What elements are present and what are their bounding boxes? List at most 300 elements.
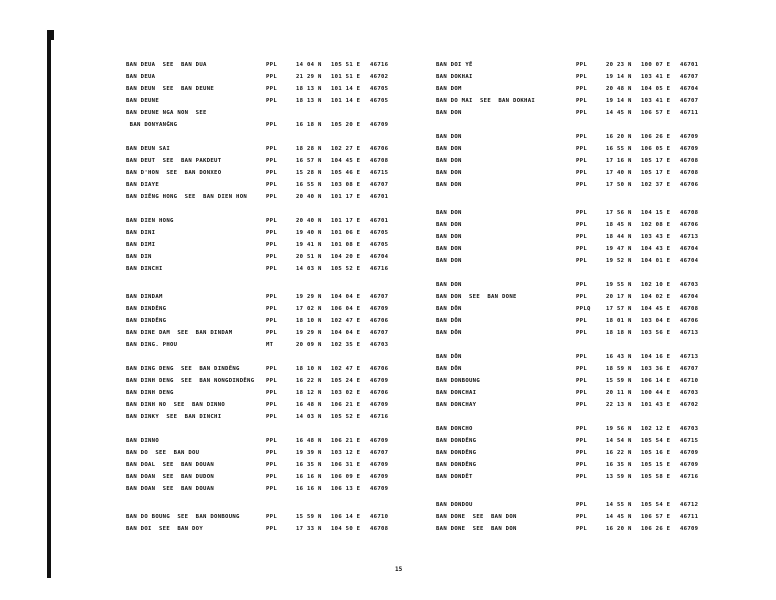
- sheet-code: 46704: [370, 254, 389, 260]
- feature-type: PPL: [576, 210, 588, 216]
- feature-type: PPL: [576, 110, 588, 116]
- place-name: BAN DON: [436, 134, 462, 140]
- sheet-code: 46716: [370, 414, 389, 420]
- latitude: 14 04 N: [296, 62, 322, 68]
- feature-type: PPL: [266, 474, 278, 480]
- feature-type: PPL: [266, 450, 278, 456]
- feature-type: PPL: [576, 222, 588, 228]
- place-name: BAN DOI SEE BAN DOY: [126, 526, 204, 532]
- sheet-code: 46707: [370, 182, 389, 188]
- latitude: 19 52 N: [606, 258, 632, 264]
- feature-type: PPL: [576, 246, 588, 252]
- feature-type: MT: [266, 342, 274, 348]
- place-name: BAN DON: [436, 110, 462, 116]
- sheet-code: 46703: [680, 282, 699, 288]
- feature-type: PPL: [576, 402, 588, 408]
- place-name: BAN DONE SEE BAN DON: [436, 526, 517, 532]
- place-name: BAN DINE DAM SEE BAN DINDAM: [126, 330, 233, 336]
- longitude: 105 15 E: [641, 462, 671, 468]
- longitude: 104 16 E: [641, 354, 671, 360]
- longitude: 106 14 E: [641, 378, 671, 384]
- longitude: 104 04 E: [331, 294, 361, 300]
- latitude: 16 48 N: [296, 438, 322, 444]
- binding-edge: [47, 30, 51, 578]
- latitude: 18 10 N: [296, 318, 322, 324]
- place-name: BAN DINI: [126, 230, 156, 236]
- longitude: 103 12 E: [331, 450, 361, 456]
- sheet-code: 46715: [680, 438, 699, 444]
- longitude: 106 57 E: [641, 514, 671, 520]
- place-name: BAN DING DENG SEE BAN DINDÊNG: [126, 366, 240, 372]
- latitude: 16 20 N: [606, 134, 632, 140]
- latitude: 16 57 N: [296, 158, 322, 164]
- sheet-code: 46709: [370, 438, 389, 444]
- longitude: 101 08 E: [331, 242, 361, 248]
- longitude: 101 17 E: [331, 218, 361, 224]
- place-name: BAN DONBOUNG: [436, 378, 481, 384]
- latitude: 16 55 N: [606, 146, 632, 152]
- sheet-code: 46709: [680, 526, 699, 532]
- feature-type: PPL: [576, 354, 588, 360]
- place-name: BAN DIMI: [126, 242, 156, 248]
- latitude: 16 55 N: [296, 182, 322, 188]
- place-name: BAN DON: [436, 146, 462, 152]
- place-name: BAN DO MAI SEE BAN DOKHAI: [436, 98, 536, 104]
- feature-type: PPL: [576, 98, 588, 104]
- latitude: 19 29 N: [296, 294, 322, 300]
- sheet-code: 46703: [680, 390, 699, 396]
- latitude: 16 22 N: [606, 450, 632, 456]
- sheet-code: 46709: [370, 306, 389, 312]
- latitude: 20 40 N: [296, 218, 322, 224]
- feature-type: PPL: [576, 134, 588, 140]
- latitude: 19 41 N: [296, 242, 322, 248]
- sheet-code: 46708: [680, 306, 699, 312]
- place-name: BAN DONDÊNG: [436, 462, 477, 468]
- sheet-code: 46710: [680, 378, 699, 384]
- sheet-code: 46711: [680, 110, 699, 116]
- place-name: BAN DO BOUNG SEE BAN DONBOUNG: [126, 514, 240, 520]
- feature-type: PPL: [576, 390, 588, 396]
- place-name: BAN DOKHAI: [436, 74, 473, 80]
- latitude: 20 48 N: [606, 86, 632, 92]
- place-name: BAN DÔN: [436, 306, 462, 312]
- longitude: 106 21 E: [331, 402, 361, 408]
- sheet-code: 46701: [370, 218, 389, 224]
- feature-type: PPL: [266, 182, 278, 188]
- longitude: 101 06 E: [331, 230, 361, 236]
- feature-type: PPL: [266, 170, 278, 176]
- feature-type: PPL: [266, 402, 278, 408]
- latitude: 13 59 N: [606, 474, 632, 480]
- latitude: 20 51 N: [296, 254, 322, 260]
- feature-type: PPL: [266, 242, 278, 248]
- sheet-code: 46709: [680, 146, 699, 152]
- latitude: 16 35 N: [296, 462, 322, 468]
- longitude: 104 05 E: [641, 86, 671, 92]
- longitude: 105 58 E: [641, 474, 671, 480]
- longitude: 106 05 E: [641, 146, 671, 152]
- feature-type: PPL: [576, 170, 588, 176]
- sheet-code: 46703: [370, 342, 389, 348]
- sheet-code: 46711: [680, 514, 699, 520]
- longitude: 105 54 E: [641, 502, 671, 508]
- longitude: 105 16 E: [641, 450, 671, 456]
- place-name: BAN DINDÊNG: [126, 318, 167, 324]
- sheet-code: 46716: [680, 474, 699, 480]
- latitude: 17 57 N: [606, 306, 632, 312]
- longitude: 104 02 E: [641, 294, 671, 300]
- sheet-code: 46708: [680, 170, 699, 176]
- longitude: 106 04 E: [331, 306, 361, 312]
- feature-type: PPL: [576, 450, 588, 456]
- longitude: 104 20 E: [331, 254, 361, 260]
- latitude: 14 54 N: [606, 438, 632, 444]
- longitude: 105 51 E: [331, 62, 361, 68]
- sheet-code: 46709: [370, 378, 389, 384]
- place-name: BAN DOAN SEE BAN DOUAN: [126, 486, 215, 492]
- latitude: 14 45 N: [606, 514, 632, 520]
- longitude: 104 45 E: [331, 158, 361, 164]
- longitude: 101 51 E: [331, 74, 361, 80]
- feature-type: PPL: [266, 318, 278, 324]
- place-name: BAN DONCHAY: [436, 402, 477, 408]
- sheet-code: 46701: [370, 194, 389, 200]
- sheet-code: 46708: [680, 158, 699, 164]
- latitude: 17 56 N: [606, 210, 632, 216]
- sheet-code: 46707: [370, 294, 389, 300]
- latitude: 17 50 N: [606, 182, 632, 188]
- feature-type: PPL: [576, 502, 588, 508]
- place-name: BAN DINKY SEE BAN DINCHI: [126, 414, 222, 420]
- feature-type: PPL: [576, 474, 588, 480]
- latitude: 16 48 N: [296, 402, 322, 408]
- latitude: 16 43 N: [606, 354, 632, 360]
- sheet-code: 46705: [370, 230, 389, 236]
- feature-type: PPL: [576, 514, 588, 520]
- sheet-code: 46705: [370, 86, 389, 92]
- longitude: 106 31 E: [331, 462, 361, 468]
- latitude: 18 18 N: [606, 330, 632, 336]
- feature-type: PPLQ: [576, 306, 591, 312]
- feature-type: PPL: [266, 514, 278, 520]
- longitude: 104 01 E: [641, 258, 671, 264]
- longitude: 104 45 E: [641, 306, 671, 312]
- longitude: 102 08 E: [641, 222, 671, 228]
- sheet-code: 46707: [680, 366, 699, 372]
- place-name: BAN DONCHO: [436, 426, 473, 432]
- place-name: BAN DOAN SEE BAN DUDON: [126, 474, 215, 480]
- feature-type: PPL: [266, 306, 278, 312]
- latitude: 17 33 N: [296, 526, 322, 532]
- latitude: 22 13 N: [606, 402, 632, 408]
- sheet-code: 46708: [370, 158, 389, 164]
- feature-type: PPL: [266, 218, 278, 224]
- feature-type: PPL: [576, 526, 588, 532]
- sheet-code: 46707: [680, 98, 699, 104]
- place-name: BAN D'HON SEE BAN DONXEO: [126, 170, 222, 176]
- latitude: 18 13 N: [296, 98, 322, 104]
- place-name: BAN DINH DENG: [126, 390, 174, 396]
- place-name: BAN DON: [436, 158, 462, 164]
- sheet-code: 46715: [370, 170, 389, 176]
- feature-type: PPL: [576, 318, 588, 324]
- feature-type: PPL: [266, 98, 278, 104]
- sheet-code: 46708: [370, 526, 389, 532]
- latitude: 19 47 N: [606, 246, 632, 252]
- sheet-code: 46706: [370, 366, 389, 372]
- latitude: 16 22 N: [296, 378, 322, 384]
- place-name: BAN DEUN SEE BAN DEUNE: [126, 86, 215, 92]
- place-name: BAN DONDOU: [436, 502, 473, 508]
- sheet-code: 46709: [370, 122, 389, 128]
- place-name: BAN DÔN: [436, 366, 462, 372]
- feature-type: PPL: [266, 390, 278, 396]
- feature-type: PPL: [266, 158, 278, 164]
- place-name: BAN DIÊNG HONG SEE BAN DIEN HON: [126, 194, 248, 200]
- feature-type: PPL: [266, 330, 278, 336]
- sheet-code: 46712: [680, 502, 699, 508]
- longitude: 102 47 E: [331, 318, 361, 324]
- place-name: BAN DON: [436, 222, 462, 228]
- longitude: 103 02 E: [331, 390, 361, 396]
- feature-type: PPL: [266, 486, 278, 492]
- sheet-code: 46706: [680, 182, 699, 188]
- feature-type: PPL: [576, 282, 588, 288]
- latitude: 14 03 N: [296, 414, 322, 420]
- sheet-code: 46702: [370, 74, 389, 80]
- sheet-code: 46709: [680, 134, 699, 140]
- longitude: 102 47 E: [331, 366, 361, 372]
- latitude: 19 29 N: [296, 330, 322, 336]
- feature-type: PPL: [576, 330, 588, 336]
- longitude: 102 10 E: [641, 282, 671, 288]
- place-name: BAN DÔN: [436, 354, 462, 360]
- longitude: 105 46 E: [331, 170, 361, 176]
- sheet-code: 46707: [680, 74, 699, 80]
- longitude: 103 36 E: [641, 366, 671, 372]
- longitude: 105 20 E: [331, 122, 361, 128]
- feature-type: PPL: [576, 234, 588, 240]
- feature-type: PPL: [266, 294, 278, 300]
- sheet-code: 46706: [370, 390, 389, 396]
- feature-type: PPL: [266, 526, 278, 532]
- latitude: 18 45 N: [606, 222, 632, 228]
- sheet-code: 46704: [680, 258, 699, 264]
- longitude: 100 44 E: [641, 390, 671, 396]
- sheet-code: 46709: [370, 474, 389, 480]
- longitude: 105 17 E: [641, 158, 671, 164]
- sheet-code: 46704: [680, 86, 699, 92]
- sheet-code: 46709: [680, 450, 699, 456]
- longitude: 101 14 E: [331, 98, 361, 104]
- longitude: 106 26 E: [641, 526, 671, 532]
- latitude: 21 29 N: [296, 74, 322, 80]
- place-name: BAN DEUNE NGA NON SEE: [126, 110, 207, 116]
- longitude: 102 37 E: [641, 182, 671, 188]
- feature-type: PPL: [576, 366, 588, 372]
- latitude: 18 12 N: [296, 390, 322, 396]
- latitude: 18 44 N: [606, 234, 632, 240]
- longitude: 103 41 E: [641, 74, 671, 80]
- sheet-code: 46716: [370, 266, 389, 272]
- sheet-code: 46706: [680, 318, 699, 324]
- feature-type: PPL: [266, 266, 278, 272]
- place-name: BAN DONE SEE BAN DON: [436, 514, 517, 520]
- place-name: BAN DINDAM: [126, 294, 163, 300]
- feature-type: PPL: [266, 414, 278, 420]
- latitude: 14 55 N: [606, 502, 632, 508]
- place-name: BAN DO SEE BAN DOU: [126, 450, 200, 456]
- feature-type: PPL: [266, 74, 278, 80]
- longitude: 102 12 E: [641, 426, 671, 432]
- page-number: 15: [395, 566, 403, 573]
- sheet-code: 46710: [370, 514, 389, 520]
- feature-type: PPL: [576, 426, 588, 432]
- longitude: 104 15 E: [641, 210, 671, 216]
- feature-type: PPL: [576, 294, 588, 300]
- feature-type: PPL: [266, 146, 278, 152]
- longitude: 106 21 E: [331, 438, 361, 444]
- feature-type: PPL: [266, 438, 278, 444]
- sheet-code: 46709: [370, 402, 389, 408]
- place-name: BAN DEUN SAI: [126, 146, 171, 152]
- sheet-code: 46706: [370, 318, 389, 324]
- place-name: BAN DEUA SEE BAN DUA: [126, 62, 207, 68]
- place-name: BAN DON: [436, 210, 462, 216]
- longitude: 102 27 E: [331, 146, 361, 152]
- feature-type: PPL: [576, 258, 588, 264]
- sheet-code: 46713: [680, 234, 699, 240]
- feature-type: PPL: [266, 254, 278, 260]
- longitude: 104 04 E: [331, 330, 361, 336]
- sheet-code: 46702: [680, 402, 699, 408]
- feature-type: PPL: [576, 62, 588, 68]
- sheet-code: 46707: [370, 330, 389, 336]
- latitude: 19 39 N: [296, 450, 322, 456]
- longitude: 101 17 E: [331, 194, 361, 200]
- feature-type: PPL: [266, 462, 278, 468]
- latitude: 16 18 N: [296, 122, 322, 128]
- sheet-code: 46705: [370, 98, 389, 104]
- place-name: BAN DIN: [126, 254, 152, 260]
- feature-type: PPL: [266, 230, 278, 236]
- place-name: BAN DIAYE: [126, 182, 160, 188]
- place-name: BAN DEUA: [126, 74, 156, 80]
- place-name: BAN DIEN HONG: [126, 218, 174, 224]
- longitude: 106 26 E: [641, 134, 671, 140]
- latitude: 20 17 N: [606, 294, 632, 300]
- longitude: 100 07 E: [641, 62, 671, 68]
- latitude: 18 13 N: [296, 86, 322, 92]
- longitude: 105 24 E: [331, 378, 361, 384]
- longitude: 103 04 E: [641, 318, 671, 324]
- latitude: 15 28 N: [296, 170, 322, 176]
- longitude: 101 14 E: [331, 86, 361, 92]
- place-name: BAN DINH DENG SEE BAN NONGDINDÊNG: [126, 378, 255, 384]
- latitude: 15 59 N: [296, 514, 322, 520]
- sheet-code: 46709: [370, 486, 389, 492]
- feature-type: PPL: [266, 378, 278, 384]
- place-name: BAN DINCHI: [126, 266, 163, 272]
- place-name: BAN DINH NO SEE BAN DINNO: [126, 402, 226, 408]
- sheet-code: 46716: [370, 62, 389, 68]
- sheet-code: 46703: [680, 426, 699, 432]
- latitude: 19 55 N: [606, 282, 632, 288]
- latitude: 17 02 N: [296, 306, 322, 312]
- latitude: 16 16 N: [296, 474, 322, 480]
- latitude: 18 59 N: [606, 366, 632, 372]
- place-name: BAN DONCHAI: [436, 390, 477, 396]
- place-name: BAN DON: [436, 234, 462, 240]
- feature-type: PPL: [576, 146, 588, 152]
- place-name: BAN DON: [436, 282, 462, 288]
- longitude: 102 35 E: [331, 342, 361, 348]
- place-name: BAN DOM: [436, 86, 462, 92]
- latitude: 19 14 N: [606, 74, 632, 80]
- latitude: 18 28 N: [296, 146, 322, 152]
- place-name: BAN DEUNE: [126, 98, 160, 104]
- sheet-code: 46706: [680, 222, 699, 228]
- place-name: BAN DONDÊNG: [436, 450, 477, 456]
- longitude: 103 41 E: [641, 98, 671, 104]
- feature-type: PPL: [266, 194, 278, 200]
- place-name: BAN DING. PHOU: [126, 342, 178, 348]
- latitude: 18 01 N: [606, 318, 632, 324]
- longitude: 104 50 E: [331, 526, 361, 532]
- sheet-code: 46704: [680, 294, 699, 300]
- latitude: 20 40 N: [296, 194, 322, 200]
- feature-type: PPL: [576, 462, 588, 468]
- place-name: BAN DÔN: [436, 318, 462, 324]
- sheet-code: 46705: [370, 242, 389, 248]
- latitude: 16 20 N: [606, 526, 632, 532]
- feature-type: PPL: [576, 86, 588, 92]
- sheet-code: 46704: [680, 246, 699, 252]
- place-name: BAN DON: [436, 182, 462, 188]
- sheet-code: 46713: [680, 330, 699, 336]
- latitude: 20 23 N: [606, 62, 632, 68]
- longitude: 103 08 E: [331, 182, 361, 188]
- longitude: 106 14 E: [331, 514, 361, 520]
- sheet-code: 46707: [370, 450, 389, 456]
- latitude: 19 40 N: [296, 230, 322, 236]
- sheet-code: 46701: [680, 62, 699, 68]
- feature-type: PPL: [576, 74, 588, 80]
- place-name: BAN DOI YÊ: [436, 62, 473, 68]
- latitude: 15 59 N: [606, 378, 632, 384]
- feature-type: PPL: [576, 378, 588, 384]
- longitude: 106 13 E: [331, 486, 361, 492]
- binding-tab: [50, 30, 54, 40]
- longitude: 104 43 E: [641, 246, 671, 252]
- longitude: 105 52 E: [331, 414, 361, 420]
- latitude: 16 16 N: [296, 486, 322, 492]
- latitude: 18 10 N: [296, 366, 322, 372]
- latitude: 16 35 N: [606, 462, 632, 468]
- longitude: 101 43 E: [641, 402, 671, 408]
- latitude: 19 56 N: [606, 426, 632, 432]
- place-name: BAN DINDÊNG: [126, 306, 167, 312]
- place-name: BAN DON: [436, 170, 462, 176]
- place-name: BAN DON: [436, 258, 462, 264]
- place-name: BAN DÔN: [436, 330, 462, 336]
- latitude: 19 14 N: [606, 98, 632, 104]
- sheet-code: 46713: [680, 354, 699, 360]
- sheet-code: 46706: [370, 146, 389, 152]
- latitude: 17 40 N: [606, 170, 632, 176]
- latitude: 20 11 N: [606, 390, 632, 396]
